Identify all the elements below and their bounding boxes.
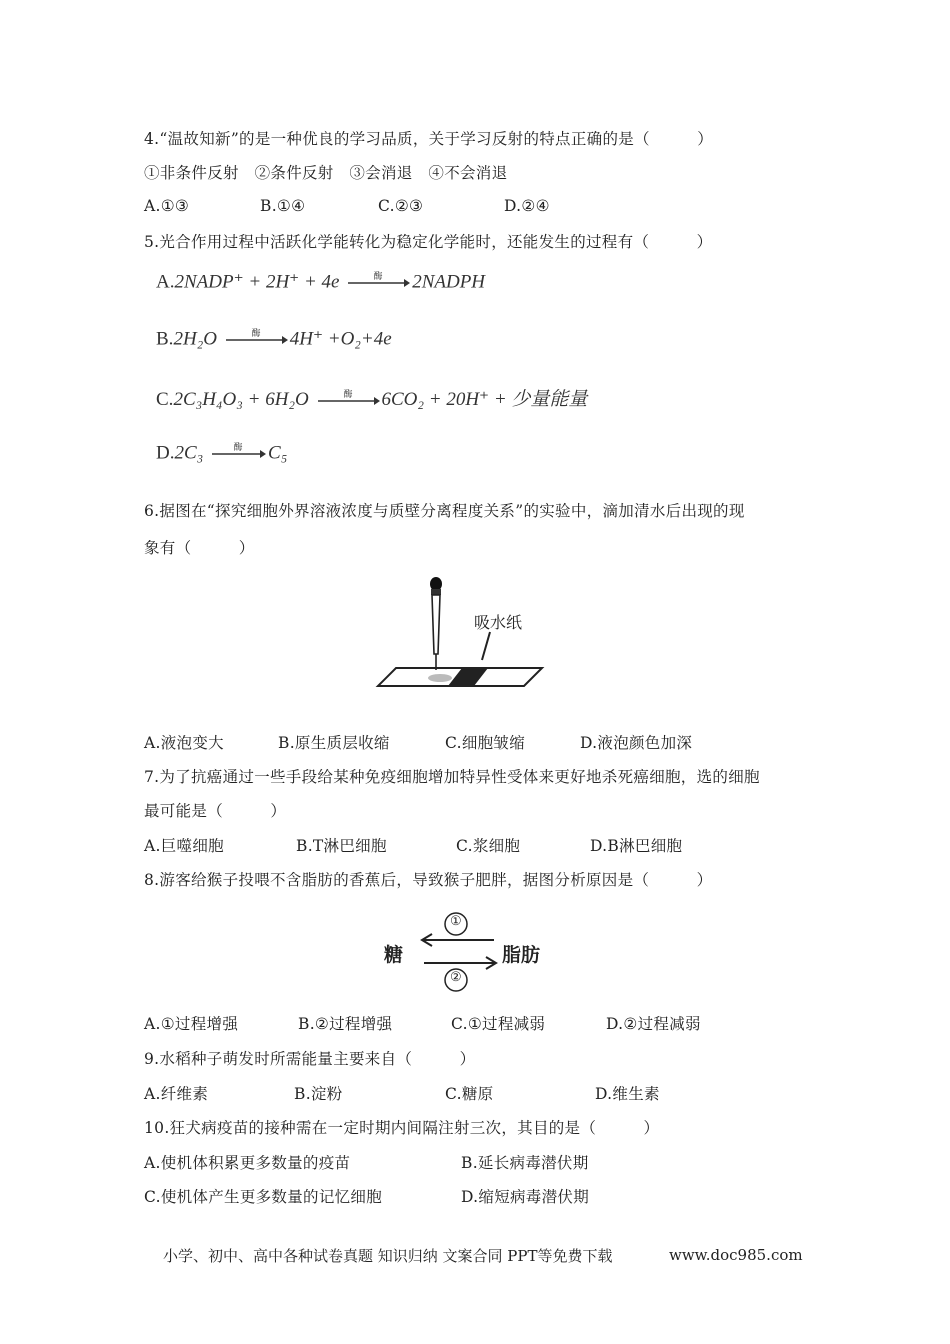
q6-figure <box>374 574 554 694</box>
q5-option-c-label: C. <box>156 389 174 410</box>
enzyme-label: 酶 <box>342 388 353 399</box>
q9-option-c: C.糖原 <box>445 1085 494 1103</box>
q7-stem-line1: 7.为了抗癌通过一些手段给某种免疫细胞增加特异性受体来更好地杀死癌细胞，选的细胞 <box>144 768 760 786</box>
enzyme-label: 酶 <box>373 271 383 281</box>
q5-option-b-products: 4H⁺ +O₂+4e <box>289 328 392 350</box>
q5-option-c-reactants: 2C₃H₄O₃ + 6H₂O <box>173 389 309 410</box>
q10-option-a: A.使机体积累更多数量的疫苗 <box>144 1154 351 1172</box>
q4-option-a: A.①③ <box>144 197 190 215</box>
enzyme-label: 酶 <box>251 328 261 338</box>
q7-option-b: B.T淋巴细胞 <box>296 837 387 855</box>
q6-stem-line1: 6.据图在“探究细胞外界溶液浓度与质壁分离程度关系”的实验中，滴加清水后出现的现 <box>144 502 745 520</box>
q10-option-b: B.延长病毒潜伏期 <box>461 1154 589 1172</box>
fat-label: 脂肪 <box>502 944 541 966</box>
q9-option-d: D.维生素 <box>595 1085 660 1103</box>
q4-option-b: B.①④ <box>260 197 306 215</box>
q4-items: ①非条件反射 ②条件反射 ③会消退 ④不会消退 <box>144 164 508 182</box>
q6-option-b: B.原生质层收缩 <box>278 734 390 752</box>
dropper-slide-icon <box>374 574 554 694</box>
q10-option-c: C.使机体产生更多数量的记忆细胞 <box>144 1188 383 1206</box>
q6-stem-line2: 象有（ ） <box>144 539 255 557</box>
process-2-label: ② <box>450 970 462 985</box>
q9-option-b: B.淀粉 <box>294 1085 343 1103</box>
reaction-arrow-icon <box>210 441 266 467</box>
q5-option-a <box>156 270 485 296</box>
q9-option-a: A.纤维素 <box>144 1085 209 1103</box>
q10-option-d: D.缩短病毒潜伏期 <box>461 1188 590 1206</box>
q4-option-c: C.②③ <box>378 197 424 215</box>
q9-stem: 9.水稻种子萌发时所需能量主要来自（ ） <box>144 1050 476 1068</box>
absorbent-paper-label: 吸水纸 <box>474 613 523 632</box>
q8-option-d: D.②过程减弱 <box>606 1015 701 1033</box>
q7-option-d: D.B淋巴细胞 <box>590 837 683 855</box>
q5-option-b-label: B. <box>156 328 174 350</box>
q5-option-c-products: 6CO₂ + 20H⁺ + 少量能量 <box>381 389 588 410</box>
q5-option-b <box>156 327 392 353</box>
q8-figure <box>384 908 554 998</box>
q6-option-d: D.液泡颜色加深 <box>580 734 693 752</box>
q5-option-a-reactants: 2NADP⁺ + 2H⁺ + 4e <box>174 271 340 293</box>
footer-text: 小学、初中、高中各种试卷真题 知识归纳 文案合同 PPT等免费下载 <box>163 1247 613 1265</box>
q7-option-c: C.浆细胞 <box>456 837 521 855</box>
q6-option-a: A.液泡变大 <box>144 734 224 752</box>
q5-option-d-reactants: 2C₃ <box>174 442 204 464</box>
enzyme-label: 酶 <box>233 442 243 452</box>
q6-option-c: C.细胞皱缩 <box>445 734 526 752</box>
reaction-arrow-icon <box>316 388 380 414</box>
q5-option-c <box>156 384 587 414</box>
q8-stem: 8.游客给猴子投喂不含脂肪的香蕉后，导致猴子肥胖，据图分析原因是（ ） <box>144 871 713 889</box>
q4-stem: 4.“温故知新”的是一种优良的学习品质，关于学习反射的特点正确的是（ ） <box>144 130 714 148</box>
q7-option-a: A.巨噬细胞 <box>144 837 224 855</box>
q10-stem: 10.狂犬病疫苗的接种需在一定时期内间隔注射三次，其目的是（ ） <box>144 1119 660 1137</box>
sugar-label: 糖 <box>384 944 404 966</box>
process-1-label: ① <box>450 914 462 929</box>
q8-option-b: B.②过程增强 <box>298 1015 393 1033</box>
q5-option-a-label: A. <box>156 271 175 293</box>
q5-option-d-products: C₅ <box>268 442 288 464</box>
q7-stem-line2: 最可能是（ ） <box>144 802 287 820</box>
q8-option-a: A.①过程增强 <box>144 1015 239 1033</box>
reaction-arrow-icon <box>224 327 288 353</box>
q8-option-c: C.①过程减弱 <box>451 1015 546 1033</box>
q5-option-a-products: 2NADPH <box>412 271 486 293</box>
q5-option-b-reactants: 2H₂O <box>173 328 217 350</box>
reaction-arrow-icon <box>346 270 410 296</box>
q4-option-d: D.②④ <box>504 197 550 215</box>
q5-stem: 5.光合作用过程中活跃化学能转化为稳定化学能时，还能发生的过程有（ ） <box>144 233 713 251</box>
q5-option-d-label: D. <box>156 442 175 464</box>
q5-option-d <box>156 441 287 467</box>
footer-url[interactable]: www.doc985.com <box>669 1246 803 1264</box>
